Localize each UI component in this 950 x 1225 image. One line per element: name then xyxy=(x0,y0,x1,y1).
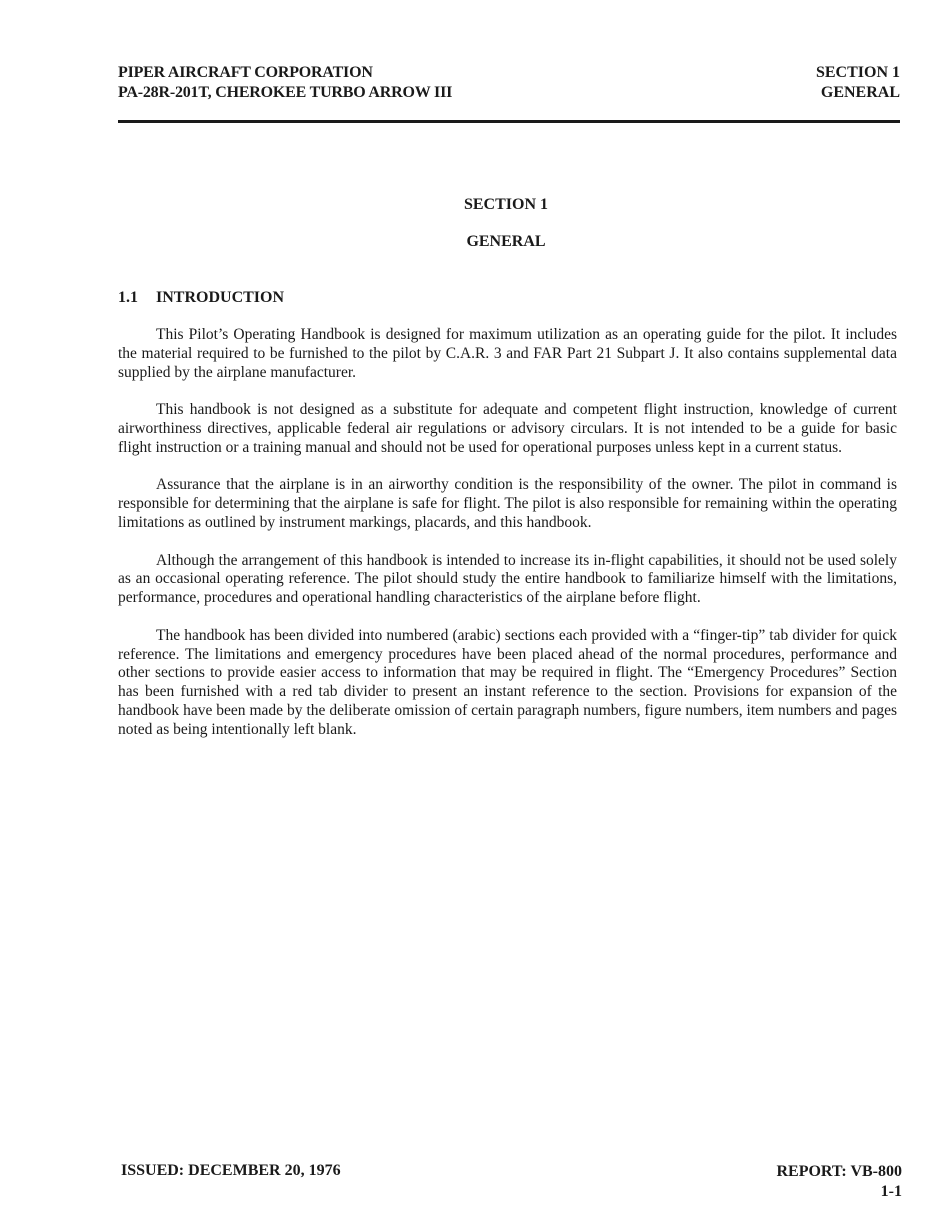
header-divider xyxy=(118,120,900,123)
section-title-name: GENERAL xyxy=(466,233,546,250)
paragraph: This handbook is not designed as a substitute for adequate and competent flight instruction, knowledge of current airworthiness directives, applicable federal air regulations or advisory circulars. It is not intended to be a guide for basic flight instruction or a training manual and should not be used for operational purposes unless kept in a current status. xyxy=(118,401,897,456)
issued-date: ISSUED: DECEMBER 20, 1976 xyxy=(121,1162,341,1179)
intro-heading-number: 1.1 xyxy=(118,289,138,306)
paragraph: Although the arrangement of this handbook is intended to increase its in-flight capabilities, it should not be used solely as an occasional operating reference. The pilot should study the entire handbook to familiarize himself with the limitations, performance, procedures and operational handling characteristics of the airplane before flight. xyxy=(118,551,897,607)
paragraph: The handbook has been divided into numbered (arabic) sections each provided with a “finger-tip” tab divider for quick reference. The limitations and emergency procedures have been placed ahead of the normal procedures, performance and other sections to provide easier access to information that may be required in flight. The “Emergency Procedures” Section has been furnished with a red tab divider to present an instant reference to the section. Provisions for expansion of the handbook have been made by the deliberate omission of certain paragraph numbers, figure numbers, item numbers and pages noted as being intentionally left blank. xyxy=(118,626,897,738)
header-section-number: SECTION 1 xyxy=(815,64,900,81)
page-number: 1-1 xyxy=(880,1183,902,1200)
body-text xyxy=(118,326,897,758)
header-section-name: GENERAL xyxy=(820,84,900,101)
intro-heading xyxy=(118,289,284,307)
report-number: REPORT: VB-800 xyxy=(776,1163,902,1180)
paragraph: Assurance that the airplane is in an airworthy condition is the responsibility of the owner. The pilot in command is responsible for determining that the airplane is safe for flight. The pilot is also responsible for remaining within the operating limitations as outlined by instrument markings, placards, and this handbook. xyxy=(118,476,897,531)
page-header-left xyxy=(118,63,452,103)
page-header-right xyxy=(816,63,900,103)
page-footer-right xyxy=(776,1162,902,1202)
intro-heading-text: INTRODUCTION xyxy=(156,289,285,306)
paragraph: This Pilot’s Operating Handbook is designed for maximum utilization as an operating guide for the pilot. It includes the material required to be furnished to the pilot by C.A.R. 3 and FAR Part 21 Subpart J. It also contains supplemental data supplied by the airplane manufacturer. xyxy=(118,326,897,381)
section-title-number: SECTION 1 xyxy=(463,196,549,213)
aircraft-model: PA-28R-201T, CHEROKEE TURBO ARROW III xyxy=(118,84,453,101)
company-name: PIPER AIRCRAFT CORPORATION xyxy=(118,64,373,81)
